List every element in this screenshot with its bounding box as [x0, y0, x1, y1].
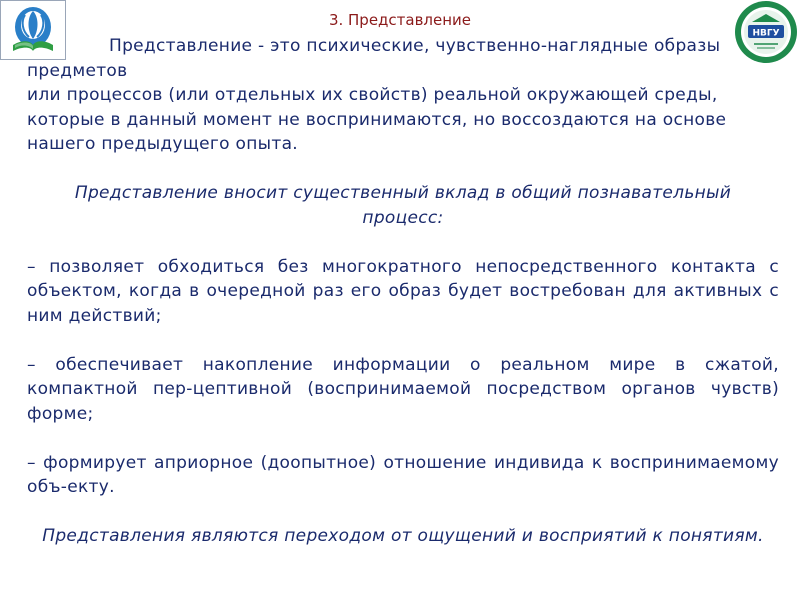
definition-paragraph-line1: Представление - это психические, чувственно-наглядные образы предметов [27, 36, 721, 81]
point-paragraph-2: – обеспечивает накопление информации о реальном мире в сжатой, компактной пер-цептивной (воспринимаемой посредством органов чувств) форме; [27, 354, 779, 424]
spacer [27, 426, 779, 451]
spacer [27, 157, 779, 182]
spacer [27, 230, 779, 255]
slide-heading: 3. Представление [328, 11, 472, 29]
definition-paragraph-continuation: или процессов (или отдельных их свойств) реальной окружающей среды, которые в данный момент не воспринимаются, но воссоздаются на основе нашего предыдущего опыта. [27, 85, 727, 154]
spacer [27, 500, 779, 525]
point-paragraph-1: – позволяет обходиться без многократного непосредственного контакта с объектом, когда в очередной раз его образ будет востребован для активных с ним действий; [27, 256, 779, 326]
point-paragraph-3: – формирует априорное (доопытное) отношение индивида к воспринимаемому объ-екту. [27, 452, 779, 497]
contribution-paragraph: Представление вносит существенный вклад в общий познавательный процесс: [74, 183, 732, 228]
conclusion-paragraph: Представления являются переходом от ощущений и восприятий к понятиям. [42, 526, 764, 546]
seal-text: НВГУ [752, 28, 780, 39]
spacer [27, 328, 779, 353]
slide-content [27, 34, 779, 549]
